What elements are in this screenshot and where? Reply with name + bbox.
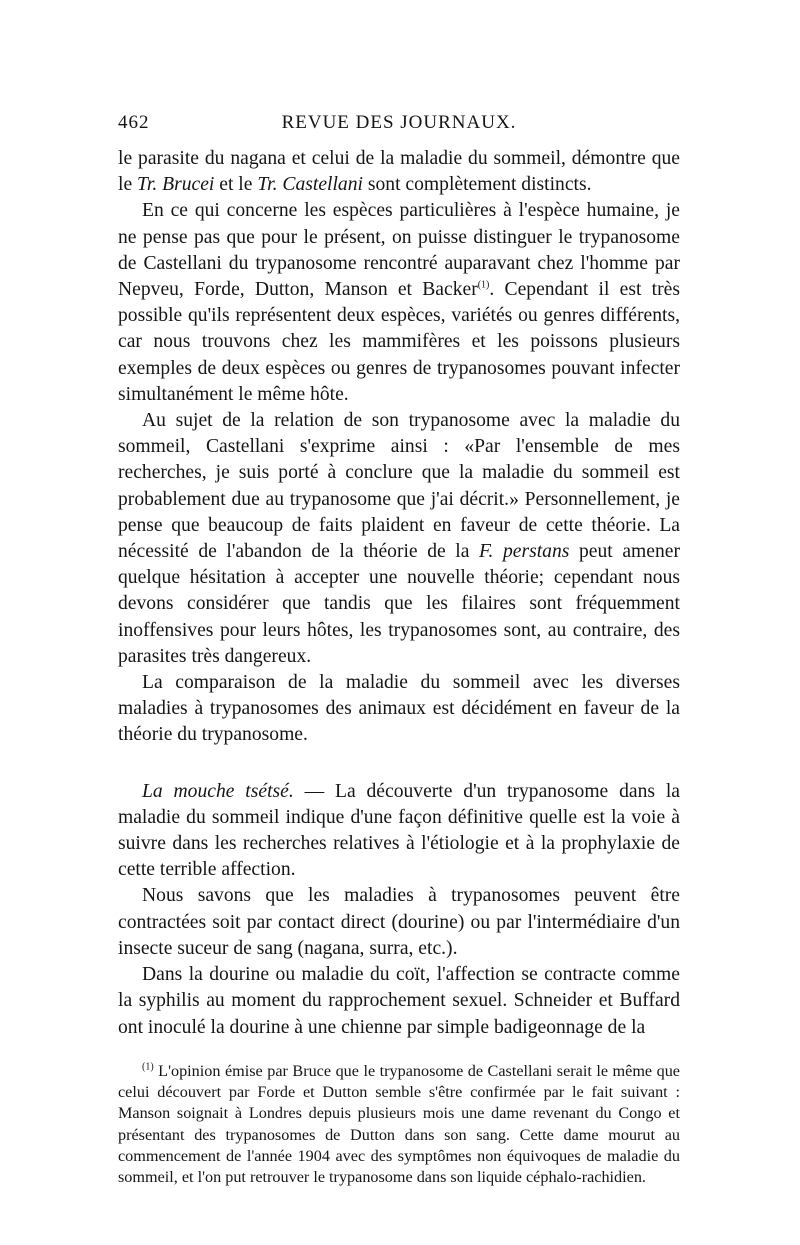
section-title: La mouche tsétsé. <box>142 780 294 802</box>
text-run: peut amener quelque hésitation à accepter une nouvelle théorie; cependant nous devons considérer que tandis que les filaires sont fréquemment inoffensives pour leurs hôtes, les trypanosomes sont, au contraire, des parasites très dangereux. <box>118 541 680 667</box>
text-run: La comparaison de la maladie du sommeil avec les diverses maladies à trypanosomes des animaux est décidément en faveur de la théorie du trypanosome. <box>118 672 680 746</box>
paragraph-2 <box>118 198 680 408</box>
text-run: Nous savons que les maladies à trypanosomes peuvent être contractées soit par contact direct (dourine) ou par l'intermédiaire d'un insecte suceur de sang (nagana, surra, etc.). <box>118 885 680 959</box>
text-run: le parasite du nagana et celui de la maladie du sommeil, démontre que le <box>118 148 680 196</box>
paragraph-1 <box>118 146 680 198</box>
section-gap <box>118 749 680 779</box>
species-name: F. perstans <box>479 541 570 563</box>
text-run: — La découverte d'un trypanosome dans la maladie du sommeil indique d'une façon définitive quelle est la voie à suivre dans les recherches relatives à l'étiologie et à la prophylaxie de cette terrible affection. <box>118 780 680 881</box>
page-number: 462 <box>118 112 150 133</box>
paragraph-3 <box>118 408 680 670</box>
footnote-reference: (1) <box>477 279 490 291</box>
body-text <box>118 146 680 1041</box>
paragraph-7 <box>118 962 680 1041</box>
text-run: Dans la dourine ou maladie du coït, l'affection se contracte comme la syphilis au moment du rapprochement sexuel. Schneider et Buffard ont inoculé la dourine à une chienne par simple badigeonnage de la <box>118 964 680 1038</box>
text-run: et le <box>214 174 258 196</box>
species-name: Tr. Brucei <box>137 174 215 196</box>
text-run: L'opinion émise par Bruce que le trypanosome de Castellani serait le même que celui découvert par Forde et Dutton semble s'être confirmée par le fait suivant : Manson soignait à Londres depuis plusieurs mois une dame revenant du Congo et présentant des trypanosomes de Dutton dans son sang. Cette dame mourut au commencement de l'année 1904 avec des symptômes non équivoques de maladie du sommeil, et l'on put retrouver le trypanosome dans son liquide céphalo-rachidien. <box>118 1061 680 1187</box>
text-run: En ce qui concerne les espèces particulières à l'espèce humaine, je ne pense pas que pour le présent, on puisse distinguer le trypanosome de Castellani du trypanosome rencontré auparavant chez l'homme par Nepveu, Forde, Dutton, Manson et Backer <box>118 200 680 301</box>
footnote-marker: (1) <box>142 1061 154 1073</box>
paragraph-5 <box>118 779 680 884</box>
page-header <box>118 112 680 146</box>
paragraph-4 <box>118 670 680 749</box>
footnote <box>118 1061 680 1189</box>
paragraph-6 <box>118 883 680 962</box>
text-run: sont complètement distincts. <box>362 174 592 196</box>
footnote-text <box>118 1061 680 1189</box>
species-name: Tr. Castellani <box>257 174 363 196</box>
text-run: Au sujet de la relation de son trypanosome avec la maladie du sommeil, Castellani s'exprime ainsi : «Par l'ensemble de mes recherches, je suis porté à conclure que la maladie du sommeil est probablement due au trypanosome que j'ai décrit.» Personnellement, je pense que beaucoup de faits plaident en faveur de cette théorie. La nécessité de l'abandon de la théorie de la <box>118 410 680 563</box>
running-title: REVUE DES JOURNAUX. <box>281 112 517 133</box>
text-run: . Cependant il est très possible qu'ils représentent deux espèces, variétés ou genres différents, car nous trouvons chez les mammifères et les poissons plusieurs exemples de deux espèces ou genres de trypanosomes pouvant infecter simultanément le même hôte. <box>118 279 680 405</box>
